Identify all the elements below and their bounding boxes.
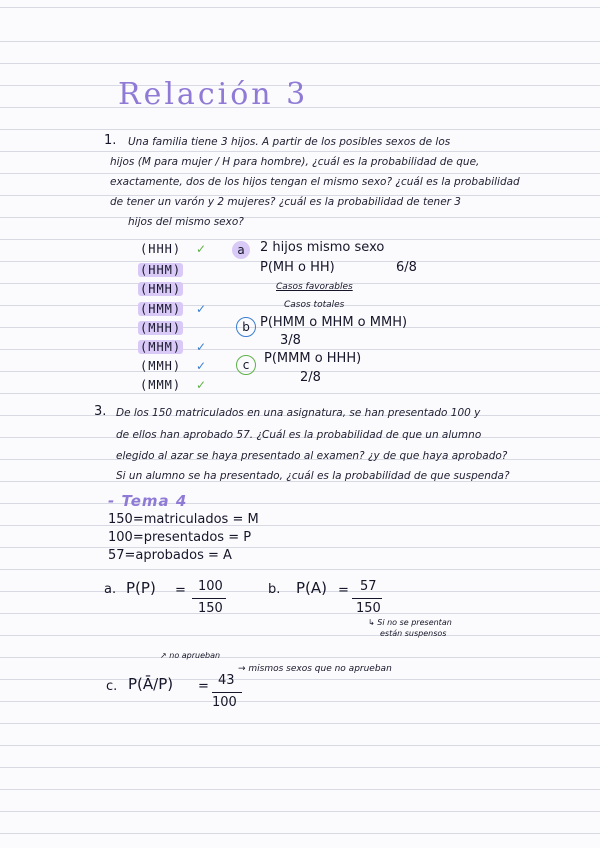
answer-b-equals: =: [338, 583, 349, 598]
page-title: Relación 3: [118, 77, 309, 112]
check-mark-icon: ✓: [196, 242, 207, 256]
topic-heading: - Tema 4: [108, 492, 188, 510]
answer-b-numerator: 57: [360, 579, 377, 594]
question-3-line: de ellos han aprobado 57. ¿Cuál es la probabilidad de que un alumno: [116, 429, 482, 441]
answer-a-numerator: 100: [198, 579, 223, 594]
part-c-prob: P(MMM o HHH): [264, 351, 362, 366]
question-1-line: hijos (M para mujer / H para hombre), ¿cuál es la probabilidad de que,: [110, 156, 480, 168]
part-b-prob: P(HMM o MHM o MMH): [260, 315, 408, 330]
part-a-text: 2 hijos mismo sexo: [260, 240, 385, 255]
question-1-line: exactamente, dos de los hijos tengan el mismo sexo? ¿cuál es la probabilidad: [110, 176, 520, 188]
question-3-line: Si un alumno se ha presentado, ¿cuál es la probabilidad de que suspenda?: [116, 470, 510, 482]
answer-b-note: están suspensos: [380, 629, 447, 638]
combo-item-highlight: (HHM): [140, 263, 182, 277]
question-3-line: elegido al azar se haya presentado al examen? ¿y de que haya aprobado?: [116, 450, 508, 462]
combo-item: [140, 341, 183, 355]
part-a-prob: P(MH o HH): [260, 260, 335, 275]
fraction-bar: [212, 692, 242, 693]
answer-c-denominator: 100: [212, 695, 237, 710]
answer-c-label: c.: [106, 679, 118, 694]
question-1-line: de tener un varón y 2 mujeres? ¿cuál es la probabilidad de tener 3: [110, 196, 461, 208]
question-1-line: hijos del mismo sexo?: [128, 216, 244, 228]
answer-c-note-side: → mismos sexos que no aprueban: [238, 664, 392, 674]
answer-c-prob: P(Ā/P): [128, 675, 174, 693]
fraction-bar: [192, 598, 226, 599]
fraction-bar: [352, 598, 382, 599]
answer-c-note-top: ↗ no aprueban: [160, 651, 221, 660]
answer-a-label: a.: [104, 582, 117, 597]
part-a-numerator: Casos favorables: [276, 282, 353, 292]
answer-a-denominator: 150: [198, 601, 223, 616]
combo-item: (MMM): [140, 378, 182, 392]
part-b-label: b: [236, 317, 256, 337]
definition-line: 150=matriculados = M: [108, 512, 259, 527]
answer-b-prob: P(A): [296, 579, 328, 597]
answer-a-prob: P(P): [126, 579, 156, 597]
answer-c-numerator: 43: [218, 673, 235, 688]
part-b-result: 3/8: [280, 333, 301, 348]
check-mark-icon: ✓: [196, 359, 207, 373]
question-1-line: Una familia tiene 3 hijos. A partir de los posibles sexos de los: [128, 136, 451, 148]
combo-item: [140, 264, 183, 278]
question-3-number: 3.: [94, 404, 107, 419]
check-mark-icon: ✓: [196, 340, 207, 354]
combo-item-highlight: (HMM): [140, 302, 182, 316]
part-c-label: c: [236, 355, 256, 375]
combo-item: [140, 303, 183, 317]
part-a-denominator: Casos totales: [284, 300, 345, 310]
check-mark-icon: ✓: [196, 378, 207, 392]
answer-a-equals: =: [175, 583, 186, 598]
check-mark-icon: ✓: [196, 302, 207, 316]
question-3-line: De los 150 matriculados en una asignatura, se han presentado 100 y: [116, 407, 481, 419]
combo-item: (MMH): [140, 359, 182, 373]
combo-item-highlight: (HMH): [140, 282, 182, 296]
part-a-label: a: [232, 241, 250, 259]
combo-item: (HHH): [140, 242, 182, 256]
definition-line: 100=presentados = P: [108, 530, 252, 545]
combo-item-highlight: (MHM): [140, 340, 182, 354]
definition-line: 57=aprobados = A: [108, 548, 232, 563]
answer-c-equals: =: [198, 679, 209, 694]
combo-item: [140, 322, 183, 336]
part-a-marker: [232, 240, 250, 259]
answer-b-denominator: 150: [356, 601, 381, 616]
part-c-marker: [236, 355, 256, 375]
combo-item: [140, 283, 183, 297]
part-b-marker: [236, 317, 256, 337]
part-c-result: 2/8: [300, 370, 321, 385]
answer-b-note: ↳ Si no se presentan: [368, 618, 452, 627]
question-1-number: 1.: [104, 133, 117, 148]
part-a-result: 6/8: [396, 260, 417, 275]
answer-b-label: b.: [268, 582, 281, 597]
combo-item-highlight: (MHH): [140, 321, 182, 335]
